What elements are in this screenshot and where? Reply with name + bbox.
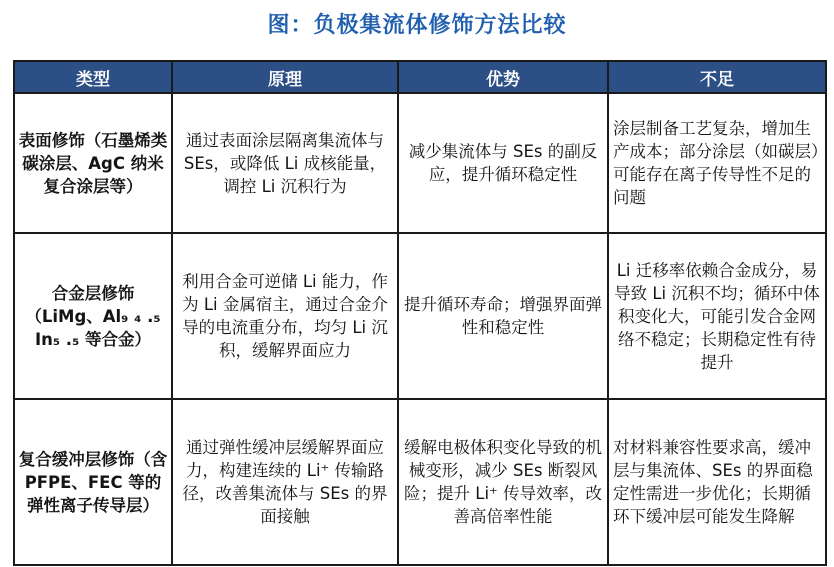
cell-principle: 通过弹性缓冲层缓解界面应力，构建连续的 Li⁺ 传输路径，改善集流体与 SEs 的界面接触 [172,399,398,565]
header-principle: 原理 [172,61,398,93]
table-row [14,233,826,399]
cell-advantage: 缓解电极体积变化导致的机械变形，减少 SEs 断裂风险；提升 Li⁺ 传导效率，改善高倍率性能 [398,399,608,565]
cell-disadvantage: Li 迁移率依赖合金成分，易导致 Li 沉积不均；循环中体积变化大，可能引发合金网络不稳定；长期稳定性有待提升 [608,233,826,399]
cell-principle: 通过表面涂层隔离集流体与 SEs，或降低 Li 成核能量，调控 Li 沉积行为 [172,93,398,233]
comparison-table [13,60,827,566]
cell-disadvantage: 涂层制备工艺复杂，增加生产成本；部分涂层（如碳层）可能存在离子传导性不足的问题 [608,93,826,233]
header-advantage: 优势 [398,61,608,93]
cell-type: 表面修饰（石墨烯类碳涂层、AgC 纳米复合涂层等） [14,93,172,233]
figure-title: 图：负极集流体修饰方法比较 [267,13,567,38]
header-disadvantage: 不足 [608,61,826,93]
table-row [14,93,826,233]
cell-type: 合金层修饰（LiMg、Al₉ ₄ .₅ In₅ .₅ 等合金） [14,233,172,399]
header-type: 类型 [14,61,172,93]
cell-advantage: 减少集流体与 SEs 的副反应，提升循环稳定性 [398,93,608,233]
cell-type: 复合缓冲层修饰（含 PFPE、FEC 等的弹性离子传导层） [14,399,172,565]
cell-disadvantage: 对材料兼容性要求高，缓冲层与集流体、SEs 的界面稳定性需进一步优化；长期循环下缓冲层可能发生降解 [608,399,826,565]
table-header-row [14,61,826,93]
table-row [14,399,826,565]
cell-principle: 利用合金可逆储 Li 能力，作为 Li 金属宿主，通过合金介导的电流重分布，均匀 Li 沉积，缓解界面应力 [172,233,398,399]
cell-advantage: 提升循环寿命；增强界面弹性和稳定性 [398,233,608,399]
